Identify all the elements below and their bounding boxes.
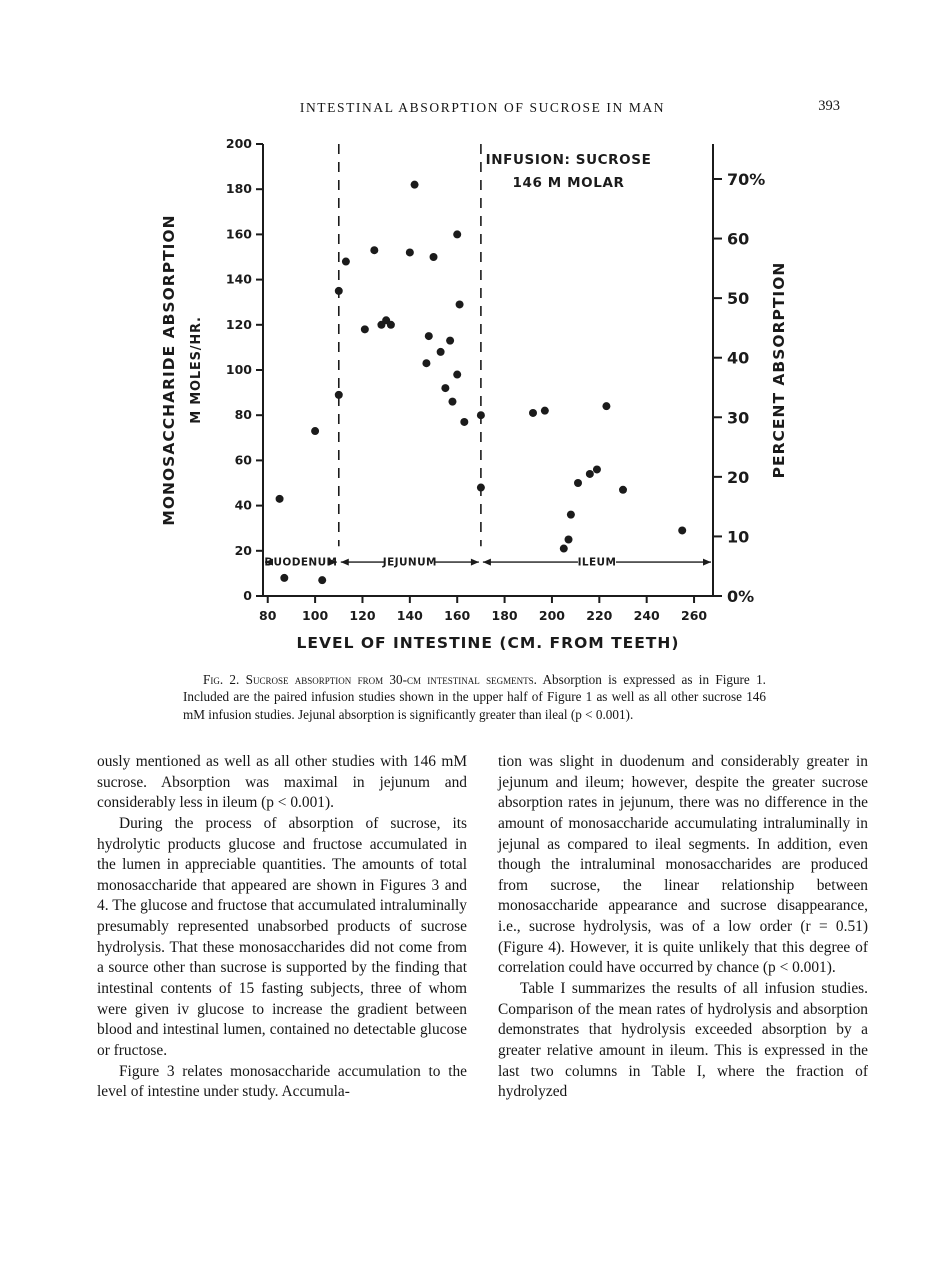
figure-2 bbox=[148, 126, 798, 723]
svg-text:140: 140 bbox=[396, 608, 423, 623]
svg-text:146 M MOLAR: 146 M MOLAR bbox=[512, 175, 625, 191]
svg-text:40: 40 bbox=[234, 497, 252, 513]
text-column-left bbox=[97, 752, 467, 1103]
svg-text:0: 0 bbox=[243, 588, 252, 603]
figure-caption bbox=[183, 671, 766, 723]
svg-text:120: 120 bbox=[225, 316, 252, 332]
svg-text:70%: 70% bbox=[727, 169, 766, 189]
caption-text: Absorption is expressed as in Figure 1. Included are the paired infusion studies shown in the upper half of Figure 1 as well as all other sucrose 146 mM infusion studies. Jejunal absorption is significantly greater than ileal (p < 0.001). bbox=[183, 672, 766, 722]
svg-text:80: 80 bbox=[259, 608, 277, 623]
svg-text:ILEUM: ILEUM bbox=[577, 556, 617, 569]
svg-text:40: 40 bbox=[727, 348, 750, 368]
svg-text:JEJUNUM: JEJUNUM bbox=[382, 556, 437, 569]
svg-text:180: 180 bbox=[225, 181, 252, 197]
svg-text:M MOLES/HR.: M MOLES/HR. bbox=[189, 316, 204, 424]
svg-text:MONOSACCHARIDE ABSORPTION: MONOSACCHARIDE ABSORPTION bbox=[160, 214, 178, 526]
svg-text:0%: 0% bbox=[727, 587, 755, 606]
svg-text:120: 120 bbox=[349, 608, 376, 623]
caption-label: Fig. 2. bbox=[203, 672, 240, 687]
svg-text:LEVEL OF INTESTINE (CM. FROM T: LEVEL OF INTESTINE (CM. FROM TEETH) bbox=[296, 634, 680, 652]
svg-text:180: 180 bbox=[491, 608, 518, 623]
svg-text:60: 60 bbox=[234, 452, 252, 468]
svg-text:160: 160 bbox=[225, 226, 252, 242]
svg-text:80: 80 bbox=[234, 407, 252, 423]
svg-text:30: 30 bbox=[727, 408, 750, 428]
svg-text:100: 100 bbox=[302, 608, 329, 623]
page-number: 393 bbox=[818, 98, 840, 114]
svg-text:160: 160 bbox=[444, 608, 471, 623]
svg-text:20: 20 bbox=[234, 542, 252, 558]
svg-text:240: 240 bbox=[633, 608, 660, 623]
body-paragraph: Table I summarizes the results of all infusion studies. Comparison of the mean rates of hydrolysis and absorption demonstrates that hydrolysis exceeded absorption by a greater relative amount in ileum. This is expressed in the last two columns in Table I, where the fraction of hydrolyzed bbox=[498, 980, 868, 1101]
svg-text:10: 10 bbox=[727, 527, 750, 547]
svg-text:100: 100 bbox=[225, 362, 252, 377]
body-paragraph: ously mentioned as well as all other studies with 146 mM sucrose. Absorption was maximal in jejunum and considerably less in ileum (p < 0.001). bbox=[97, 753, 467, 812]
svg-text:PERCENT ABSORPTION: PERCENT ABSORPTION bbox=[770, 261, 788, 479]
svg-text:20: 20 bbox=[727, 467, 750, 487]
svg-text:DUODENUM: DUODENUM bbox=[264, 556, 338, 569]
caption-title: Sucrose absorption from 30-cm intestinal segments. bbox=[245, 672, 537, 687]
body-text bbox=[97, 752, 868, 1103]
body-paragraph: tion was slight in duodenum and considerably greater in jejunum and ileum; however, despite the greater sucrose absorption rates in jejunum, there was no difference in the amount of monosaccharide accumulating intraluminally in jejunal as compared to ileal segments. In addition, even though the intraluminal monosaccharides are produced from sucrose, the linear relationship between monosaccharide appearance and sucrose disappearance, i.e., sucrose hydrolysis, was of a low order (r = 0.51) (Figure 4). However, it is quite unlikely that this degree of correlation could have occurred by chance (p < 0.001). bbox=[498, 753, 868, 977]
body-paragraph: During the process of absorption of sucrose, its hydrolytic products glucose and fructose accumulated in the lumen in appreciable quantities. The amounts of total monosaccharide that appeared are shown in Figures 3 and 4. The glucose and fructose that accumulated intraluminally presumably represented unabsorbed products of sucrose hydrolysis. That these monosaccharides did not come from a source other than sucrose is supported by the finding that intestinal contents of 15 fasting subjects, three of whom were given iv glucose to increase the gradient between blood and intestinal lumen, contained no detectable glucose or fructose. bbox=[97, 814, 467, 1059]
svg-text:200: 200 bbox=[225, 136, 252, 151]
svg-text:220: 220 bbox=[586, 608, 613, 623]
svg-text:60: 60 bbox=[727, 229, 750, 249]
svg-text:50: 50 bbox=[727, 289, 750, 309]
svg-text:INFUSION: SUCROSE: INFUSION: SUCROSE bbox=[485, 152, 652, 168]
svg-text:140: 140 bbox=[225, 271, 252, 287]
running-head-title: INTESTINAL ABSORPTION OF SUCROSE IN MAN bbox=[299, 100, 666, 115]
svg-text:200: 200 bbox=[538, 608, 565, 623]
sucrose-absorption-scatter-chart bbox=[148, 126, 798, 661]
body-paragraph: Figure 3 relates monosaccharide accumulation to the level of intestine under study. Accumula- bbox=[97, 1062, 467, 1101]
svg-text:260: 260 bbox=[681, 608, 708, 623]
page-header bbox=[97, 99, 868, 117]
text-column-right bbox=[498, 752, 868, 1103]
